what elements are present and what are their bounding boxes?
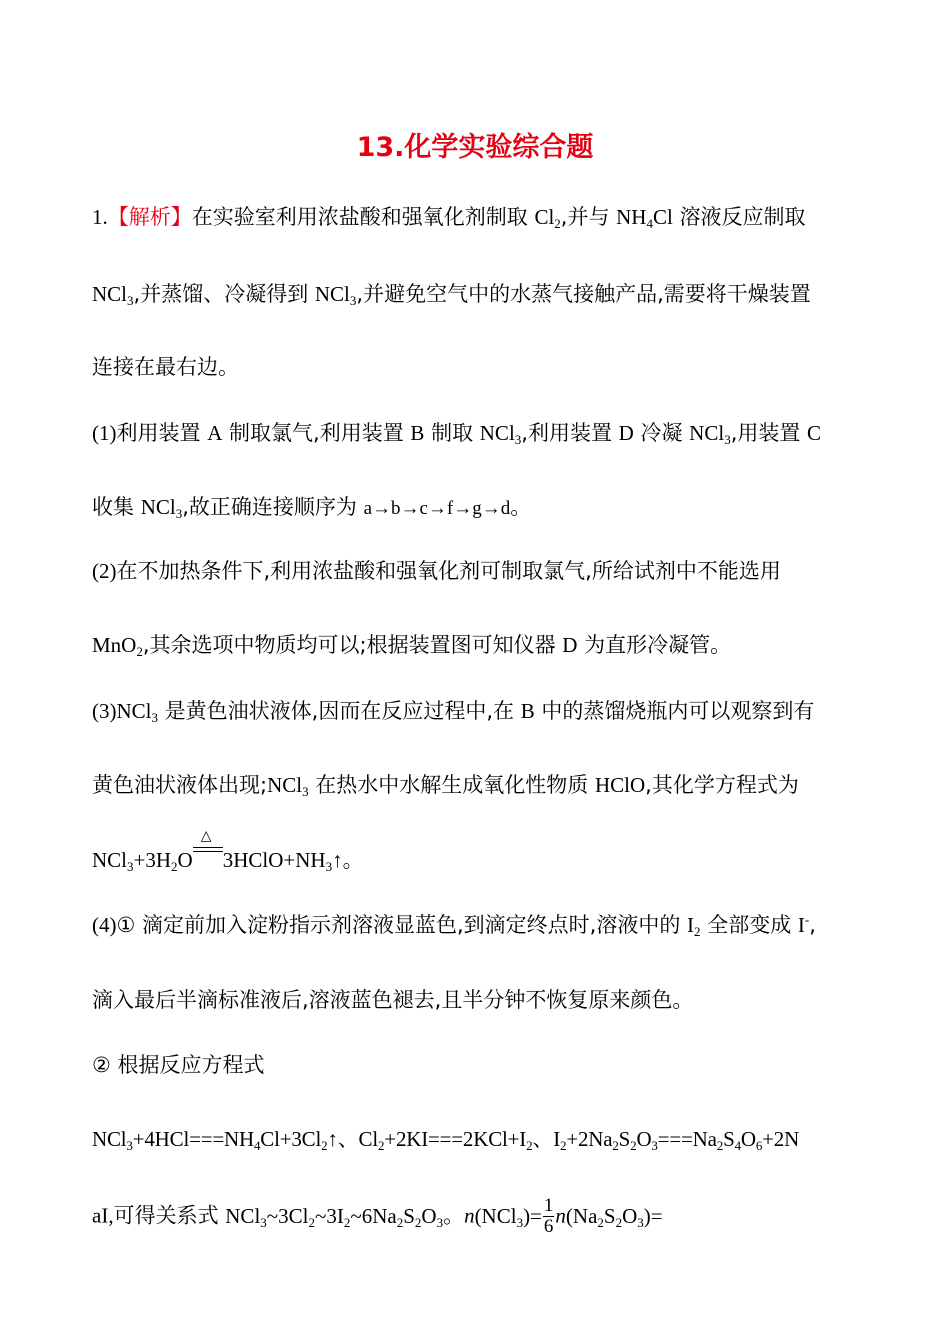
- text-span: ,并与: [560, 205, 617, 229]
- part-2-line-2: MnO$_2$,其余选项中物质均可以;根据装置图可知仪器 D 为直形冷凝管。: [92, 633, 732, 659]
- formula-text: NCl: [92, 282, 128, 306]
- part-3-line-1: (3)NCl$_3$ 是黄色油状液体,因而在反应过程中,在 B 中的蒸馏烧瓶内可以观察到有: [92, 699, 815, 725]
- formula-text: (3)NCl: [92, 699, 152, 723]
- page-title: 13.化学实验综合题: [356, 132, 594, 163]
- text-span: 为直形冷凝管。: [577, 633, 732, 657]
- fraction: [543, 1196, 555, 1237]
- charge-superscript: -: [804, 912, 810, 927]
- formula-text: I: [687, 913, 695, 937]
- text-span: 在热水中水解生成氧化性物质: [308, 773, 595, 797]
- formula-text: NCl: [314, 282, 350, 306]
- formula-text: 3HClO+NH: [222, 848, 326, 872]
- text-span: 利用装置: [116, 421, 208, 445]
- text-span: 是黄色油状液体,因而在反应过程中,在: [158, 699, 521, 723]
- formula-text: B: [410, 421, 425, 445]
- text-span: 在不加热条件下,利用浓盐酸和强氧化剂可制取氯气,所给试剂中不能选用: [116, 559, 781, 583]
- text-span: ,: [809, 913, 816, 937]
- amount-symbol: n: [464, 1203, 475, 1228]
- formula-text: aI,: [92, 1203, 114, 1228]
- text-span: 中的蒸馏烧瓶内可以观察到有: [534, 699, 815, 723]
- text-span: ,利用装置: [521, 421, 619, 445]
- fraction-numerator: 1: [543, 1195, 554, 1216]
- formula-text: Cl: [652, 205, 673, 229]
- formula-text: +3H: [133, 848, 172, 872]
- heat-triangle-icon: △: [200, 829, 212, 844]
- answer-1-line-1: 1.【解析】在实验室利用浓盐酸和强氧化剂制取 $Cl_2$,并与 $NH_4Cl$ 溶液反应制取: [92, 205, 806, 231]
- text-span: 冷凝: [633, 421, 690, 445]
- part-number: (4): [92, 913, 117, 937]
- text-span: 制取: [424, 421, 480, 445]
- text-span: 可得关系式: [113, 1203, 226, 1228]
- formula-text: NCl: [689, 421, 725, 445]
- part-2-line-1: [92, 556, 867, 586]
- question-number: 1.: [92, 205, 108, 229]
- answer-1-line-3: 连接在最右边。: [92, 355, 239, 379]
- text-span: 。: [342, 848, 364, 872]
- part-4-line-1: (4)① 滴定前加入淀粉指示剂溶液显蓝色,到滴定终点时,溶液中的 $I_2$ 全部变成 I-,: [92, 912, 816, 939]
- formula-text: D: [562, 633, 578, 657]
- text-span: 在实验室利用浓盐酸和强氧化剂制取: [191, 205, 535, 229]
- formula-text: O: [177, 848, 193, 872]
- formula-text: Cl: [534, 205, 555, 229]
- formula-text: HClO: [594, 773, 646, 797]
- amount-symbol: n: [555, 1203, 566, 1228]
- text-span: ,并蒸馏、冷凝得到: [133, 282, 315, 306]
- part-1-line-1: (1)利用装置 A 制取氯气,利用装置 B 制取 NCl$_3$,利用装置 D 冷凝 NCl$_3$,用装置 C: [92, 421, 822, 447]
- hydrolysis-equation: $NCl_3+3H_2O$ △ $3HClO+NH_3↑$。: [92, 829, 364, 874]
- answer-1-line-2: NCl$_3$,并蒸馏、冷凝得到 NCl$_3$,并避免空气中的水蒸气接触产品,需要将干燥装置: [92, 282, 811, 308]
- fraction-denominator: 6: [543, 1216, 554, 1237]
- text-span: ,其余选项中物质均可以;根据装置图可知仪器: [142, 633, 563, 657]
- text-span: 全部变成: [700, 913, 798, 937]
- part-number: (2): [92, 559, 117, 583]
- text-span: ,其化学方程式为: [645, 773, 799, 797]
- heating-condition: [193, 829, 223, 867]
- formula-text: C: [807, 421, 822, 445]
- text-span: 。: [443, 1203, 465, 1228]
- formula-text: NCl: [92, 848, 128, 872]
- text-span: 溶液反应制取: [672, 205, 806, 229]
- part-4-line-2: 滴入最后半滴标准液后,溶液蓝色褪去,且半分钟不恢复原来颜色。: [92, 988, 694, 1012]
- formula-text: D: [618, 421, 634, 445]
- text-span: ,用装置: [730, 421, 808, 445]
- formula-text: NCl: [140, 495, 176, 519]
- part-1-line-2: 收集 NCl$_3$,故正确连接顺序为 a→b→c→f→g→d。: [92, 495, 532, 521]
- text-span: ① 滴定前加入淀粉指示剂溶液显蓝色,到滴定终点时,溶液中的: [116, 913, 688, 937]
- text-span: 制取氯气,利用装置: [222, 421, 411, 445]
- text-span: ,并避免空气中的水蒸气接触产品,需要将干燥装置: [356, 282, 811, 306]
- formula-text: NCl: [267, 773, 303, 797]
- part-number: (1): [92, 421, 117, 445]
- relation-line: aI,可得关系式 $NCl_3\sim 3Cl_2\sim 3I_2\sim 6Na_2S_2O_3$。n(NCl$_3$)= $\frac{1}{6}$ $n(Na_2S_2O_3)=$: [92, 1195, 663, 1237]
- part-3-line-2: 黄色油状液体出现;NCl$_3$ 在热水中水解生成氧化性物质 HClO,其化学方程式为: [92, 773, 799, 799]
- text-span: 黄色油状液体出现;: [92, 773, 268, 797]
- formula-text: NCl: [479, 421, 515, 445]
- formula-text: MnO: [92, 633, 137, 657]
- text-span: 收集: [92, 495, 141, 519]
- formula-text: NH: [616, 205, 647, 229]
- formula-text: I: [797, 913, 805, 937]
- text-span: 。: [510, 495, 532, 519]
- part-4-line-3: ② 根据反应方程式: [92, 1053, 265, 1077]
- connection-order: a→b→c→f→g→d: [363, 498, 511, 519]
- reaction-equations: $NCl_3+4HCl===NH_4Cl+3Cl_2↑$、$Cl_2+2KI===2KCl+I_2$、$I_2+2Na_2S_2O_3===Na_2S_4O_6+2N$: [92, 1127, 800, 1153]
- analysis-tag: 【解析】: [107, 205, 192, 229]
- text-span: ,故正确连接顺序为: [182, 495, 364, 519]
- formula-text: A: [207, 421, 223, 445]
- up-arrow-icon: ↑: [332, 848, 343, 872]
- formula-text: B: [520, 699, 535, 723]
